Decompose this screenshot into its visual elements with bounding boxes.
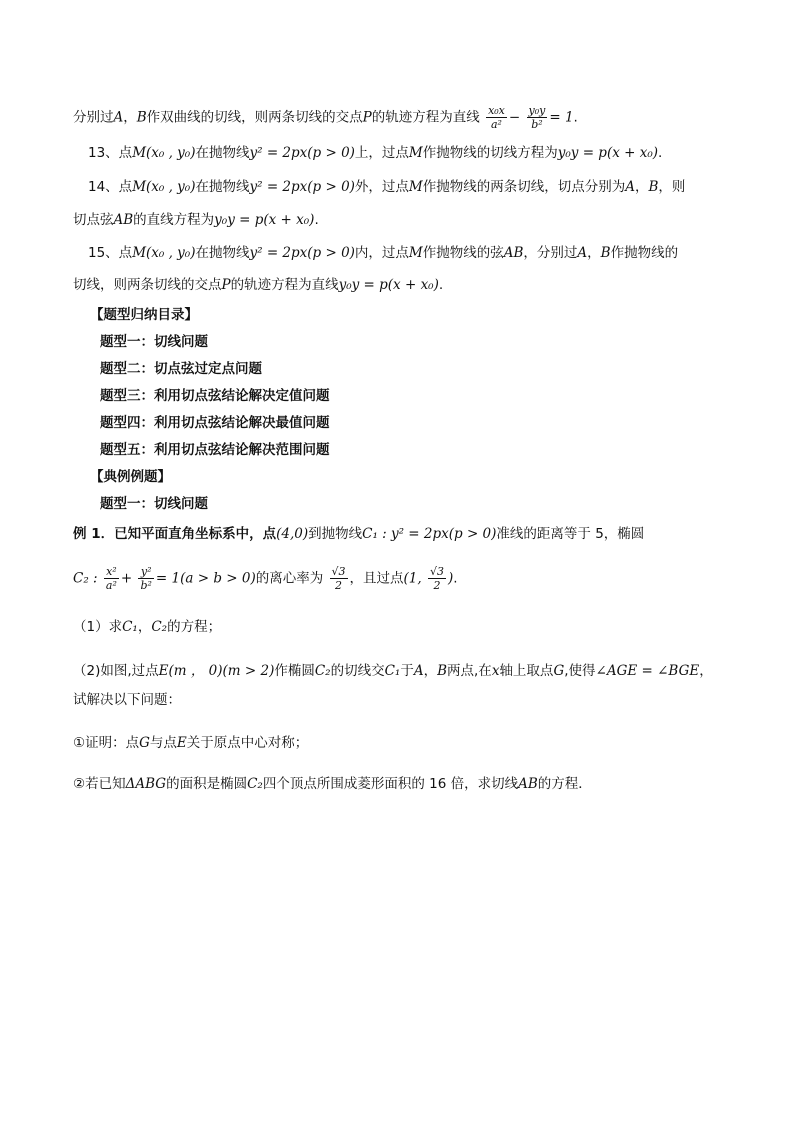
text: ， <box>137 619 152 635</box>
text: 的切线交 <box>330 663 385 679</box>
catalog-item-2: 题型二：切点弦过定点问题 <box>100 361 262 377</box>
c2-label: C₂ <box>247 776 263 792</box>
text: 到抛物线 <box>308 526 363 542</box>
text: 在抛物线 <box>195 245 250 261</box>
text: ，且过点 <box>349 570 404 587</box>
item-14-cont <box>73 210 319 230</box>
example-label: 例 1．已知平面直角坐标系中，点 <box>73 526 277 542</box>
text: 在抛物线 <box>195 179 250 195</box>
catalog-item-4: 题型四：利用切点弦结论解决最值问题 <box>100 415 330 431</box>
period: . <box>453 570 458 587</box>
point-p: P <box>221 277 231 293</box>
text: （2)如图,过点 <box>73 663 159 679</box>
point-g: G <box>139 735 150 751</box>
denominator: 2 <box>433 579 441 592</box>
text: 切线，则两条切线的交点 <box>73 277 222 293</box>
text: 的轨迹方程为直线 <box>230 277 339 293</box>
triangle-abg: ΔABG <box>125 776 167 792</box>
text: ,使得 <box>564 663 596 679</box>
catalog-item-3: 题型三：利用切点弦结论解决定值问题 <box>100 388 330 404</box>
examples-type1: 题型一：切线问题 <box>100 496 208 512</box>
text: 作抛物线的切线方程为 <box>422 145 558 161</box>
text: 14、点 <box>88 179 133 195</box>
point-b: B <box>136 109 147 126</box>
period: . <box>314 212 319 228</box>
text: 关于原点中心对称； <box>186 735 309 751</box>
parabola-c1: C₁ : y² = 2px(p > 0) <box>362 526 497 542</box>
question-2-part2 <box>73 774 592 794</box>
numerator: √3 <box>429 565 444 578</box>
text: 作双曲线的切线，则两条切线的交点 <box>146 109 363 126</box>
denominator: 2 <box>335 579 343 592</box>
point-p: P <box>362 109 372 126</box>
text: 于 <box>400 663 414 679</box>
text: ②若已知 <box>73 776 126 792</box>
period: . <box>573 109 578 126</box>
text: 准线的距离等于 5，椭圆 <box>496 526 645 542</box>
denominator: a² <box>490 118 502 131</box>
point-b: B <box>648 179 659 195</box>
point-a: A <box>113 109 124 126</box>
text: 上，过点 <box>354 145 409 161</box>
denominator: b² <box>531 118 543 131</box>
point-m: M(x₀ , y₀) <box>132 145 196 161</box>
c1-label: C₁ <box>384 663 401 679</box>
item-13 <box>88 143 662 163</box>
angle-equation: ∠AGE = ∠BGE <box>595 663 700 679</box>
plus-sign: + <box>120 570 133 587</box>
chord-ab: AB <box>503 245 524 261</box>
fraction-point-y <box>428 565 446 592</box>
c2-label: C₂ <box>314 663 331 679</box>
point-4-0: (4,0) <box>276 526 309 542</box>
text: 作抛物线的弦 <box>422 245 504 261</box>
text: 13、点 <box>88 145 133 161</box>
text: 内，过点 <box>354 245 409 261</box>
point-close: ) <box>448 570 454 587</box>
text: ， <box>423 663 438 679</box>
point-a: A <box>577 245 588 261</box>
example1-line2 <box>73 565 458 592</box>
text: 分别过 <box>73 109 114 126</box>
denominator: a² <box>105 579 117 592</box>
text: ， <box>587 245 601 261</box>
denominator: b² <box>140 579 152 592</box>
question-2 <box>73 661 713 681</box>
chord-ab: AB <box>113 212 134 228</box>
locus-equation: y₀y = p(x + x₀) <box>338 277 439 293</box>
numerator: x₀x <box>488 104 505 117</box>
text: 在抛物线 <box>195 145 250 161</box>
chord-equation: y₀y = p(x + x₀) <box>214 212 315 228</box>
examples-header: 【典例例题】 <box>90 469 171 485</box>
text: 轴上取点 <box>499 663 554 679</box>
text: 15、点 <box>88 245 133 261</box>
point-e: E <box>176 735 187 751</box>
period: . <box>658 145 663 161</box>
text: 的方程． <box>537 776 592 792</box>
catalog-item-5: 题型五：利用切点弦结论解决范围问题 <box>100 442 330 458</box>
text: 的方程； <box>167 619 222 635</box>
text: 与点 <box>149 735 177 751</box>
example1-line1 <box>73 524 644 544</box>
numerator: x² <box>104 565 119 579</box>
numerator: √3 <box>331 565 346 578</box>
text: ， <box>699 663 713 679</box>
text: 的轨迹方程为直线 <box>371 109 480 126</box>
x-axis-label: x <box>491 663 500 679</box>
text: 切点弦 <box>73 212 114 228</box>
ellipse-c2-label: C₂ : <box>73 570 98 587</box>
point-e: E(m ， 0)(m > 2) <box>158 663 275 679</box>
point-a: A <box>625 179 635 195</box>
c1-label: C₁ <box>122 619 138 635</box>
item-15-cont <box>73 275 443 295</box>
parabola-equation: y² = 2px(p > 0) <box>249 145 355 161</box>
period: . <box>438 277 444 293</box>
numerator: y² <box>138 565 153 579</box>
numerator: y₀y <box>528 104 546 117</box>
fraction-x2-a2 <box>104 565 119 592</box>
item-14 <box>88 177 685 197</box>
minus-sign: − <box>508 109 521 126</box>
text: ，则 <box>658 179 686 195</box>
point-b: B <box>437 663 448 679</box>
item-15 <box>88 243 678 263</box>
text: ， <box>635 179 649 195</box>
text: 的面积是椭圆 <box>166 776 248 792</box>
fraction-y2-b2 <box>138 565 153 592</box>
question-1 <box>73 617 221 637</box>
question-2-part1 <box>73 733 308 753</box>
text: 作抛物线的 <box>610 245 679 261</box>
line-hyperbola-locus <box>73 104 578 131</box>
text: 四个顶点所围成菱形面积的 16 倍，求切线 <box>262 776 519 792</box>
point-m: M <box>408 245 423 261</box>
text: （1）求 <box>73 619 123 635</box>
text: ①证明：点 <box>73 735 140 751</box>
point-m: M(x₀ , y₀) <box>132 245 196 261</box>
point-a: A <box>413 663 424 679</box>
tangent-ab: AB <box>518 776 538 792</box>
c2-label: C₂ <box>151 619 168 635</box>
point-g: G <box>553 663 565 679</box>
text: ， <box>123 109 137 126</box>
text: 外，过点 <box>354 179 409 195</box>
point-open: (1, <box>403 570 422 587</box>
fraction-x0x-a2 <box>486 104 507 131</box>
ellipse-condition: = 1(a > b > 0) <box>155 570 256 587</box>
text: 作椭圆 <box>274 663 315 679</box>
text: 作抛物线的两条切线，切点分别为 <box>422 179 626 195</box>
catalog-header: 【题型归纳目录】 <box>90 307 198 323</box>
fraction-eccentricity <box>330 565 348 592</box>
point-m: M(x₀ , y₀) <box>132 179 196 195</box>
point-b: B <box>600 245 611 261</box>
catalog-item-1: 题型一：切线问题 <box>100 334 208 350</box>
text: 的直线方程为 <box>133 212 215 228</box>
equals-one: = 1 <box>549 109 574 126</box>
question-2-cont: 试解决以下问题： <box>73 692 181 708</box>
tangent-equation: y₀y = p(x + x₀) <box>557 145 659 161</box>
text: ，分别过 <box>523 245 578 261</box>
parabola-equation: y² = 2px(p > 0) <box>249 179 355 195</box>
point-m: M <box>408 145 423 161</box>
text: 两点,在 <box>447 663 492 679</box>
point-m: M <box>408 179 423 195</box>
fraction-y0y-b2 <box>527 104 548 131</box>
parabola-equation: y² = 2px(p > 0) <box>249 245 355 261</box>
text: 的离心率为 <box>255 570 324 587</box>
